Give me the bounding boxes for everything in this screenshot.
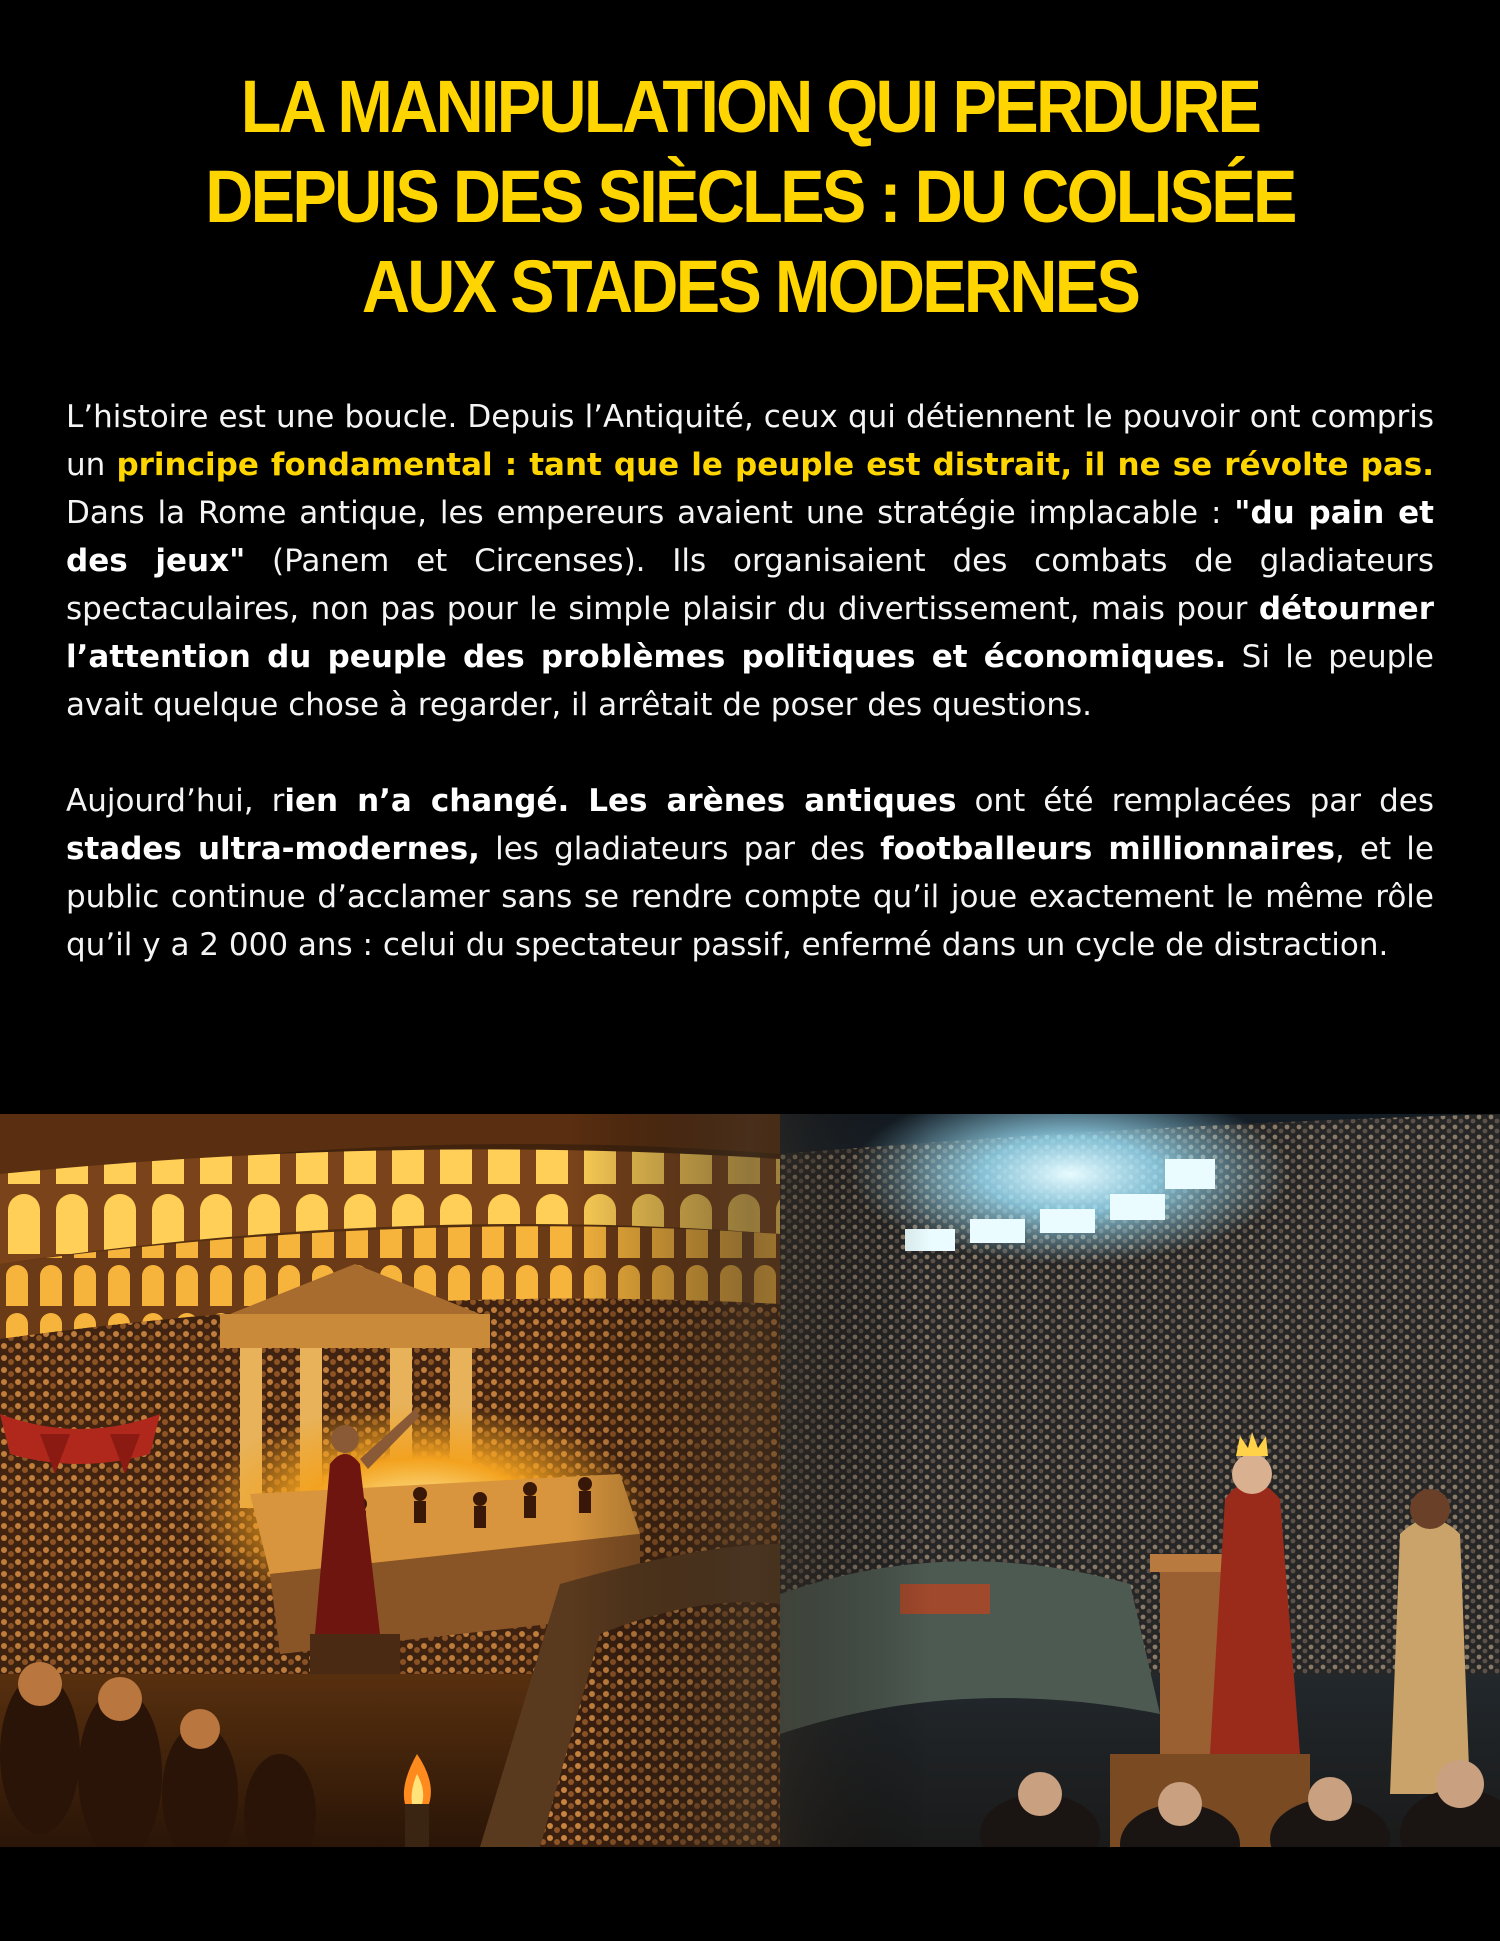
title-line-3: AUX STADES MODERNES xyxy=(361,245,1139,328)
text-segment: Aujourd’hui, r xyxy=(66,783,285,819)
colosseum-vs-stadium-illustration xyxy=(0,1114,1500,1847)
text-segment: Si le peuple avait quelque chose à regarder, il arrêtait de poser des questions. xyxy=(66,639,1434,723)
text-segment: L’histoire est une boucle. Depuis l’Antiquité, ceux qui détiennent le pouvoir ont compris un xyxy=(66,399,1434,483)
highlight-principle: principe fondamental : tant que le peuple est distrait, il ne se révolte pas. xyxy=(116,447,1434,483)
title-line-1: LA MANIPULATION QUI PERDURE xyxy=(240,65,1260,148)
paragraph-today xyxy=(66,777,1434,969)
bold-nothing-changed: ien n’a changé. Les arènes antiques xyxy=(284,783,957,819)
paragraph-history xyxy=(66,393,1434,729)
text-segment: ont été remplacées par des xyxy=(956,783,1434,819)
text-segment: les gladiateurs par des xyxy=(479,831,881,867)
text-segment: , et le public continue d’acclamer sans se rendre compte qu’il joue exactement le même rôle qu’il y a 2 000 ans : celui du spectateur passif, enfermé dans un cycle de distraction. xyxy=(66,831,1434,963)
bold-stadiums: stades ultra-modernes, xyxy=(66,831,480,867)
title-line-2: DEPUIS DES SIÈCLES : DU COLISÉE xyxy=(205,155,1295,238)
text-segment: (Panem et Circenses). Ils organisaient des combats de gladiateurs spectaculaires, non pas pour le simple plaisir du divertissement, mais pour xyxy=(66,543,1434,627)
bold-distraction: détourner l’attention du peuple des problèmes politiques et économiques. xyxy=(66,591,1434,675)
page-title xyxy=(75,62,1425,332)
bold-panem: "du pain et des jeux" xyxy=(66,495,1434,579)
text-segment: Dans la Rome antique, les empereurs avaient une stratégie implacable : xyxy=(66,495,1235,531)
bold-footballers: footballeurs millionnaires xyxy=(880,831,1335,867)
article-body xyxy=(66,393,1434,969)
